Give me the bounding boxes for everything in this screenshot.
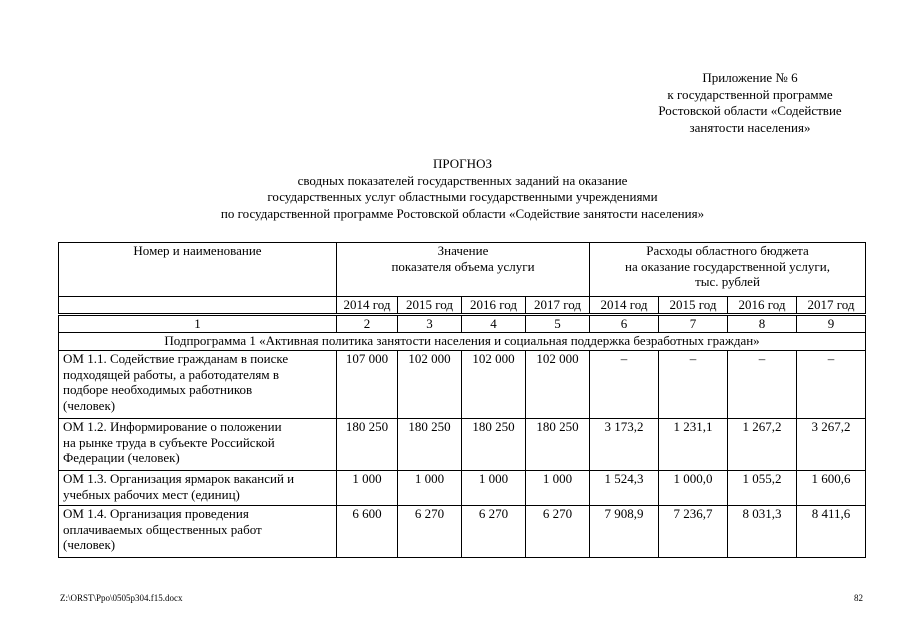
indicator-name-line: ОМ 1.3. Организация ярмарок вакансий и bbox=[63, 471, 295, 486]
subprogram-title: Подпрограмма 1 «Активная политика занятости населения и социальная поддержка безработных граждан» bbox=[59, 333, 866, 351]
table-cell: 180 250 bbox=[462, 419, 526, 471]
header-cost-line: тыс. рублей bbox=[695, 274, 760, 289]
header-value-line: показателя объема услуги bbox=[391, 258, 535, 274]
header-year: 2017 год bbox=[526, 297, 590, 314]
header-year-blank bbox=[59, 297, 337, 314]
table-cell: 8 411,6 bbox=[797, 506, 866, 558]
table-row bbox=[59, 506, 866, 558]
table-cell: 3 173,2 bbox=[590, 419, 659, 471]
indicator-name-line: (человек) bbox=[63, 537, 116, 552]
indicator-name-line: подборе необходимых работников bbox=[63, 382, 253, 397]
document-heading bbox=[60, 156, 865, 222]
header-name-label: Номер и наименование bbox=[133, 243, 262, 258]
table-cell: 1 000 bbox=[398, 471, 462, 506]
indicator-name bbox=[59, 419, 337, 471]
appendix-line: к государственной программе bbox=[667, 86, 833, 102]
column-number: 3 bbox=[398, 316, 462, 333]
column-number: 9 bbox=[797, 316, 866, 333]
heading-line: сводных показателей государственных заданий на оказание bbox=[297, 172, 628, 188]
header-year: 2014 год bbox=[337, 297, 398, 314]
table-cell: 102 000 bbox=[398, 351, 462, 419]
table-cell: 1 000 bbox=[462, 471, 526, 506]
indicator-name bbox=[59, 351, 337, 419]
appendix-line: занятости населения» bbox=[689, 119, 811, 135]
table-cell: 107 000 bbox=[337, 351, 398, 419]
table-cell: 1 267,2 bbox=[728, 419, 797, 471]
appendix-line: Ростовской области «Содействие bbox=[658, 103, 842, 118]
header-year: 2017 год bbox=[797, 297, 866, 314]
column-number: 7 bbox=[659, 316, 728, 333]
indicator-name-line: ОМ 1.2. Информирование о положении bbox=[63, 419, 282, 434]
indicator-name-line: ОМ 1.4. Организация проведения bbox=[63, 506, 249, 521]
table-cell: 7 236,7 bbox=[659, 506, 728, 558]
table-cell: 1 600,6 bbox=[797, 471, 866, 506]
table-row bbox=[59, 351, 866, 419]
appendix-line: Приложение № 6 bbox=[702, 70, 798, 85]
header-year: 2015 год bbox=[659, 297, 728, 314]
column-number: 6 bbox=[590, 316, 659, 333]
heading-line: государственных услуг областными государственными учреждениями bbox=[267, 189, 658, 204]
header-cost-group bbox=[590, 243, 866, 297]
header-year: 2015 год bbox=[398, 297, 462, 314]
column-number: 2 bbox=[337, 316, 398, 333]
column-number: 8 bbox=[728, 316, 797, 333]
table-cell: 1 524,3 bbox=[590, 471, 659, 506]
column-number: 1 bbox=[59, 316, 337, 333]
table-cell: – bbox=[728, 351, 797, 419]
header-value-group bbox=[337, 243, 590, 297]
table-cell: 6 270 bbox=[398, 506, 462, 558]
table-cell: 180 250 bbox=[398, 419, 462, 471]
table-cell: 180 250 bbox=[337, 419, 398, 471]
table-cell: 1 000 bbox=[526, 471, 590, 506]
table-cell: 180 250 bbox=[526, 419, 590, 471]
indicator-name-line: (человек) bbox=[63, 397, 116, 413]
page-number: 82 bbox=[854, 593, 863, 603]
footer-file-path: Z:\ORST\Ppo\0505p304.f15.docx bbox=[60, 593, 183, 603]
indicator-name-line: подходящей работы, а работодателям в bbox=[63, 366, 279, 382]
table-cell: 6 270 bbox=[462, 506, 526, 558]
table-row bbox=[59, 471, 866, 506]
table-cell: 1 055,2 bbox=[728, 471, 797, 506]
indicator-name-line: ОМ 1.1. Содействие гражданам в поиске bbox=[63, 351, 289, 366]
table-cell: 102 000 bbox=[462, 351, 526, 419]
header-year: 2014 год bbox=[590, 297, 659, 314]
table-cell: – bbox=[797, 351, 866, 419]
table-cell: 8 031,3 bbox=[728, 506, 797, 558]
indicator-name bbox=[59, 506, 337, 558]
indicator-name-line: оплачиваемых общественных работ bbox=[63, 521, 262, 537]
header-cost-line: на оказание государственной услуги, bbox=[625, 258, 830, 274]
table-cell: 1 231,1 bbox=[659, 419, 728, 471]
header-year: 2016 год bbox=[462, 297, 526, 314]
header-value-line: Значение bbox=[437, 243, 489, 258]
column-number: 4 bbox=[462, 316, 526, 333]
indicator-name-line: Федерации (человек) bbox=[63, 450, 180, 465]
table-row bbox=[59, 419, 866, 471]
data-table bbox=[58, 315, 866, 558]
appendix-caption bbox=[640, 70, 860, 136]
table-cell: 3 267,2 bbox=[797, 419, 866, 471]
table-cell: 7 908,9 bbox=[590, 506, 659, 558]
table-cell: – bbox=[590, 351, 659, 419]
indicator-name bbox=[59, 471, 337, 506]
header-year: 2016 год bbox=[728, 297, 797, 314]
column-number-row bbox=[59, 316, 866, 333]
heading-title: ПРОГНОЗ bbox=[433, 156, 492, 171]
indicator-name-line: учебных рабочих мест (единиц) bbox=[63, 486, 240, 502]
heading-line: по государственной программе Ростовской области «Содействие занятости населения» bbox=[220, 205, 705, 221]
table-cell: 1 000 bbox=[337, 471, 398, 506]
header-cost-line: Расходы областного бюджета bbox=[646, 243, 809, 258]
subprogram-row bbox=[59, 333, 866, 351]
table-cell: 102 000 bbox=[526, 351, 590, 419]
table-cell: – bbox=[659, 351, 728, 419]
column-number: 5 bbox=[526, 316, 590, 333]
table-cell: 1 000,0 bbox=[659, 471, 728, 506]
table-cell: 6 600 bbox=[337, 506, 398, 558]
indicator-name-line: на рынке труда в субъекте Российской bbox=[63, 434, 275, 450]
table-header bbox=[58, 242, 866, 314]
header-name-column bbox=[59, 243, 337, 297]
table-cell: 6 270 bbox=[526, 506, 590, 558]
